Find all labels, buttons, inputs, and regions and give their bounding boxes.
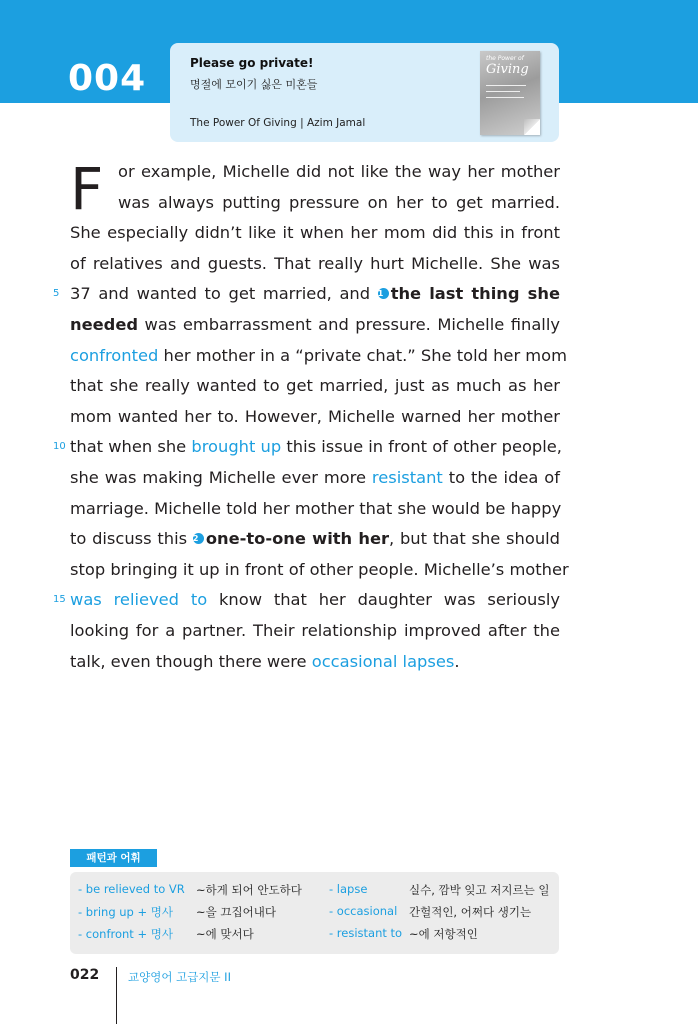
keyword-highlight: resistant — [371, 467, 443, 487]
cover-line — [486, 85, 526, 86]
passage-line — [70, 463, 560, 494]
text-run: that she really wanted to get married, just as much as her — [70, 376, 560, 396]
passage-line — [70, 249, 560, 280]
vocab-definition-left: ~에 맞서다 — [196, 927, 254, 941]
text-run: to discuss this — [70, 529, 193, 549]
passage-line — [70, 157, 560, 188]
passage-line — [70, 310, 560, 341]
text-run: , but that she should — [389, 529, 560, 549]
bold-phrase: one-to-one with her — [205, 529, 390, 549]
vocab-tag: 패턴과 어휘 — [70, 849, 157, 867]
cover-line — [486, 97, 524, 98]
text-run: that when she — [70, 437, 192, 457]
text-run: . — [454, 651, 460, 671]
card-source: The Power Of Giving | Azim Jamal — [190, 117, 366, 129]
card-title: Please go private! — [190, 56, 314, 70]
vocab-definition-right: ~에 저항적인 — [409, 927, 478, 941]
footer-book-title: 교양영어 고급지문 II — [128, 970, 231, 984]
footer-divider — [116, 967, 117, 1024]
vocab-definition-left: ~을 끄집어내다 — [196, 905, 276, 919]
drop-cap: F — [70, 155, 104, 223]
keyword-highlight: occasional lapses — [311, 651, 455, 671]
text-run: stop bringing it up in front of other people. Michelle’s mother — [70, 559, 569, 579]
passage-line — [70, 188, 560, 219]
text-run: looking for a partner. Their relationship improved after the — [70, 620, 560, 640]
keyword-highlight: was relieved to — [70, 590, 208, 610]
passage-line — [70, 371, 560, 402]
passage-line — [70, 616, 560, 647]
page-number: 022 — [70, 967, 100, 983]
book-cover-image — [480, 51, 540, 135]
text-run: know that her daughter was seriously — [207, 590, 560, 610]
line-number: 15 — [53, 594, 66, 606]
text-run: to the idea of — [442, 467, 561, 487]
text-run: this issue in front of other people, — [281, 437, 562, 457]
vocab-definition-right: 간헐적인, 어쩌다 생기는 — [409, 905, 532, 919]
title-card — [170, 43, 559, 142]
text-run: or example, Michelle did not like the way her mother — [118, 162, 560, 181]
passage-line — [53, 585, 560, 616]
vocab-term-left: - confront + 명사 — [78, 927, 173, 941]
keyword-highlight: confronted — [70, 345, 159, 365]
vocab-box — [70, 872, 559, 954]
passage-body — [53, 157, 569, 677]
passage-line — [70, 647, 560, 678]
passage-line — [70, 494, 560, 525]
passage-line — [70, 555, 569, 586]
bold-phrase: the last thing she — [390, 284, 560, 304]
vocab-term-left: - be relieved to VR — [78, 882, 185, 896]
text-run: 37 and wanted to get married, and — [70, 284, 378, 304]
vocab-term-right: - resistant to — [329, 926, 403, 940]
passage-line — [70, 341, 567, 372]
text-run: was embarrassment and pressure. Michelle finally — [138, 314, 560, 334]
vocab-definition-left: ~하게 되어 안도하다 — [196, 883, 302, 897]
unit-number: 004 — [68, 58, 147, 99]
vocab-term-right: - occasional — [329, 904, 398, 918]
passage-line — [53, 432, 562, 463]
passage-line — [70, 524, 560, 555]
card-subtitle: 명절에 모이기 싫은 미혼들 — [190, 78, 318, 91]
bold-phrase: needed — [70, 314, 139, 334]
text-run: mom wanted her to. However, Michelle warned her mother — [70, 406, 560, 426]
passage-line — [53, 279, 560, 310]
text-run: of relatives and guests. That really hurt Michelle. She was — [70, 253, 560, 273]
note-badge: 2 — [193, 533, 204, 544]
passage-line — [70, 218, 560, 249]
text-run: her mother in a “private chat.” She told her mom — [158, 345, 567, 365]
keyword-highlight: brought up — [191, 437, 282, 457]
vocab-term-left: - bring up + 명사 — [78, 905, 174, 919]
note-badge: 1 — [378, 288, 389, 299]
vocab-term-right: - lapse — [329, 882, 368, 896]
vocab-definition-right: 실수, 깜박 잊고 저지르는 일 — [409, 883, 550, 897]
line-number: 10 — [53, 441, 66, 453]
text-run: she was making Michelle ever more — [70, 467, 372, 487]
cover-line — [486, 91, 520, 92]
book-cover-title-text: Giving — [486, 62, 529, 77]
text-run: was always putting pressure on her to get married. — [118, 192, 560, 212]
text-run: She especially didn’t like it when her mom did this in front — [70, 223, 560, 243]
book-cover-small-text: the Power of — [486, 55, 524, 62]
text-run: talk, even though there were — [70, 651, 312, 671]
text-run: marriage. Michelle told her mother that she would be happy — [70, 498, 562, 518]
line-number: 5 — [53, 288, 60, 300]
passage-line — [70, 402, 560, 433]
page-curl — [524, 119, 540, 135]
